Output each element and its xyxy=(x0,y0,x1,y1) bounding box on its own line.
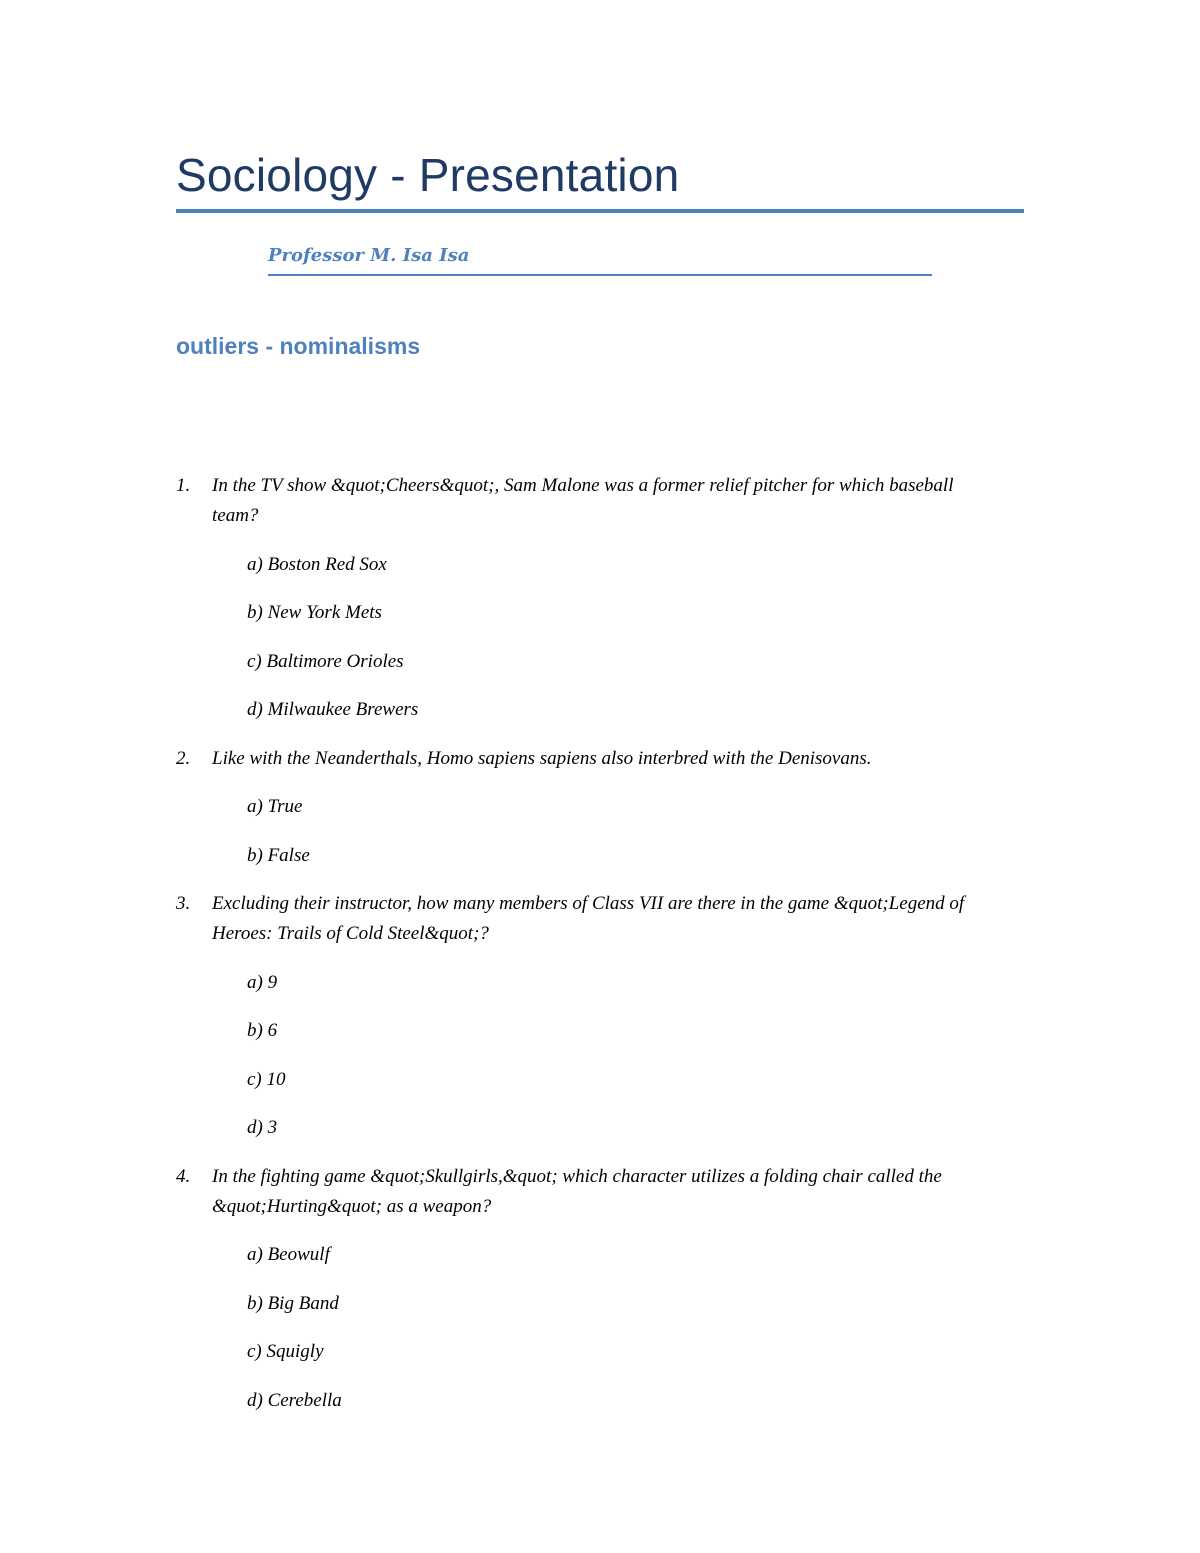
section-heading: outliers - nominalisms xyxy=(176,333,421,359)
question-item xyxy=(176,1162,1024,1416)
answer-option: c) 10 xyxy=(247,1068,286,1090)
answer-options xyxy=(176,550,1024,726)
answer-option: b) Big Band xyxy=(247,1292,339,1314)
answer-options xyxy=(176,1240,1024,1416)
question-item xyxy=(176,471,1024,725)
subtitle-underline xyxy=(268,274,932,276)
question-line xyxy=(176,1162,1024,1222)
answer-option: a) 9 xyxy=(247,971,278,993)
answer-option: a) True xyxy=(247,796,303,817)
question-item xyxy=(176,889,1024,1143)
question-text: Like with the Neanderthals, Homo sapiens sapiens also interbred with the Denisovans. xyxy=(212,747,872,769)
question-line xyxy=(176,889,1024,949)
answer-option: b) 6 xyxy=(247,1020,278,1041)
answer-option: d) Cerebella xyxy=(247,1389,342,1411)
question-text: Excluding their instructor, how many members of Class VII are there in the game &quot;Legend of Heroes: Trails of Cold Steel&quot;? xyxy=(212,893,965,944)
question-number: 3. xyxy=(176,893,191,914)
question-number: 1. xyxy=(176,475,191,496)
question-number: 4. xyxy=(176,1165,191,1187)
answer-option: c) Squigly xyxy=(247,1341,324,1362)
answer-option: a) Boston Red Sox xyxy=(247,553,387,575)
question-number: 2. xyxy=(176,747,191,769)
title-underline xyxy=(176,209,1024,213)
question-text: In the fighting game &quot;Skullgirls,&quot; which character utilizes a folding chair called the &quot;Hurting&quot; as a weapon? xyxy=(212,1165,942,1217)
answer-option: c) Baltimore Orioles xyxy=(247,650,404,672)
answer-options xyxy=(176,968,1024,1144)
answer-option: b) False xyxy=(247,844,310,866)
answer-option: a) Beowulf xyxy=(247,1244,330,1265)
question-line xyxy=(176,744,1024,774)
document-title: Sociology - Presentation xyxy=(176,149,680,201)
answer-options xyxy=(176,792,1024,871)
answer-option: d) Milwaukee Brewers xyxy=(247,699,419,720)
document-subtitle: Professor M. Isa Isa xyxy=(268,245,470,266)
question-item xyxy=(176,744,1024,871)
answer-option: b) New York Mets xyxy=(247,602,382,623)
answer-option: d) 3 xyxy=(247,1117,278,1138)
question-line xyxy=(176,471,1024,531)
question-list xyxy=(176,471,1024,1434)
question-text: In the TV show &quot;Cheers&quot;, Sam Malone was a former relief pitcher for which baseball team? xyxy=(212,475,954,526)
